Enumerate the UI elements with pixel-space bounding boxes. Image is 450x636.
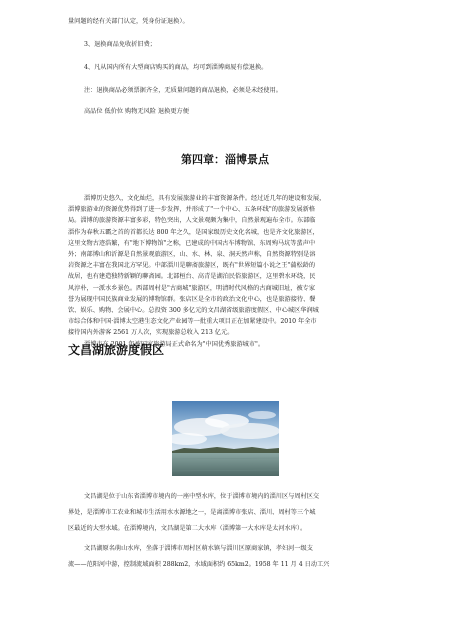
- top-line-4: 注：退换商品必须票据齐全，无质量问题的商品退换，必须是未经使用。: [84, 87, 282, 94]
- intro-line: 饮、娱乐、购物、会展中心。总投资 300 多亿元的文昌湖省级旅游度假区、中心城区华润城: [68, 307, 319, 315]
- intro-line: 这里文物古迹浩繁，有"地下博物馆"之称，已建成的中国古车博物馆、东周殉马坑等蜚声中: [68, 239, 316, 247]
- lake-photo: [172, 401, 279, 476]
- section-title: 文昌湖旅游度假区: [68, 343, 165, 357]
- intro-line: 接待国内外游客 2561 万人次，实现旅游总收入 213 亿元。: [68, 329, 234, 337]
- intro-line: 风淳朴，一派水乡景色。西部周村是"古商城"旅游区，明清时代风格的古商城旧址，被专家: [68, 284, 316, 292]
- chapter-title: 第四章：淄博景点: [181, 153, 269, 166]
- top-line-1: 量问题的经有关部门认定，凭身份证退换）。: [68, 18, 189, 25]
- intro-closing: 淄博市在 2001 年被国家旅游局正式命名为"中国优秀旅游城市"。: [84, 340, 265, 348]
- intro-line: 淄博旅游业的资源优势得到了进一步发挥，并形成了"一个中心、五条环线"的旅游发展新格: [68, 206, 316, 214]
- lower-line: 文昌湖原名萌山水库，坐落于淄博市周村区萌水镇与淄川区原商家镇，孝妇河一级支: [84, 545, 313, 552]
- lower-line: 区最近的大型水域。在淄博境内，文昌湖是第二大水库（淄博第一大水库是太河水库）。: [68, 525, 307, 532]
- lower-paragraph: [68, 490, 388, 572]
- intro-line: 岩资源之丰富在我国北方罕见。中部淄川是聊斋旅游区，既有"世界短篇小说之王"蒲松龄的: [68, 262, 316, 270]
- top-line-2: 3、退换商品免收折旧费；: [84, 41, 156, 48]
- intro-line: 淄博历史悠久，文化灿烂，具有发展旅游业的丰富资源条件。经过近几年的建设和发展，: [84, 195, 326, 202]
- top-line-3: 4、凡从国内所有大型商店购买的商品，均可到淄博商厦有偿退换。: [84, 64, 268, 71]
- lower-line: 界处，是淄博市工农业和城市生活用水水源地之一，是离淄博市张店、淄川、周村等三个城: [68, 509, 316, 516]
- lower-line: 文昌湖是位于山东省淄博市境内的一座中型水库，位于淄博市境内的淄川区与周村区交: [84, 493, 320, 500]
- intro-line: 市综合体和中国·淄博太空港生态文化产业园等一批重大项目正在加紧建设中。2010 年全市: [68, 318, 317, 326]
- top-line-5: 高品位 低价位 购物无风险 退换更方便: [84, 108, 189, 115]
- intro-line: 局。淄博的旅游资源丰富多彩，特色突出，人文景观颇为集中，自然景观遍布全市。东部临: [68, 217, 316, 225]
- intro-line: 淄作为春秋五霸之首的首都长达 800 年之久，是国家级历史文化名城，也是齐文化旅游区，: [68, 228, 319, 236]
- intro-line: 故居，也有建造独特新颖的聊斋园。北部桓台、高青是湖泊民俗旅游区，这里碧水环绕，民: [68, 273, 316, 281]
- lake-photo-image: [172, 401, 279, 476]
- lower-line: 流——范阳河中游，控制流域面积 288km2，水域面积约 65km2。1958 年 11 月 4 日动工兴: [68, 561, 330, 568]
- intro-line: 誉为展现中国民族商业发展的博物馆群。张店区是全市的政治文化中心，也是旅游接待、餐: [68, 295, 316, 303]
- intro-paragraph: [68, 193, 388, 350]
- intro-line: 外；南部博山和沂源是自然景观旅游区，山、水、林、泉、洞天然声称，自然资源特别是溶: [68, 251, 316, 259]
